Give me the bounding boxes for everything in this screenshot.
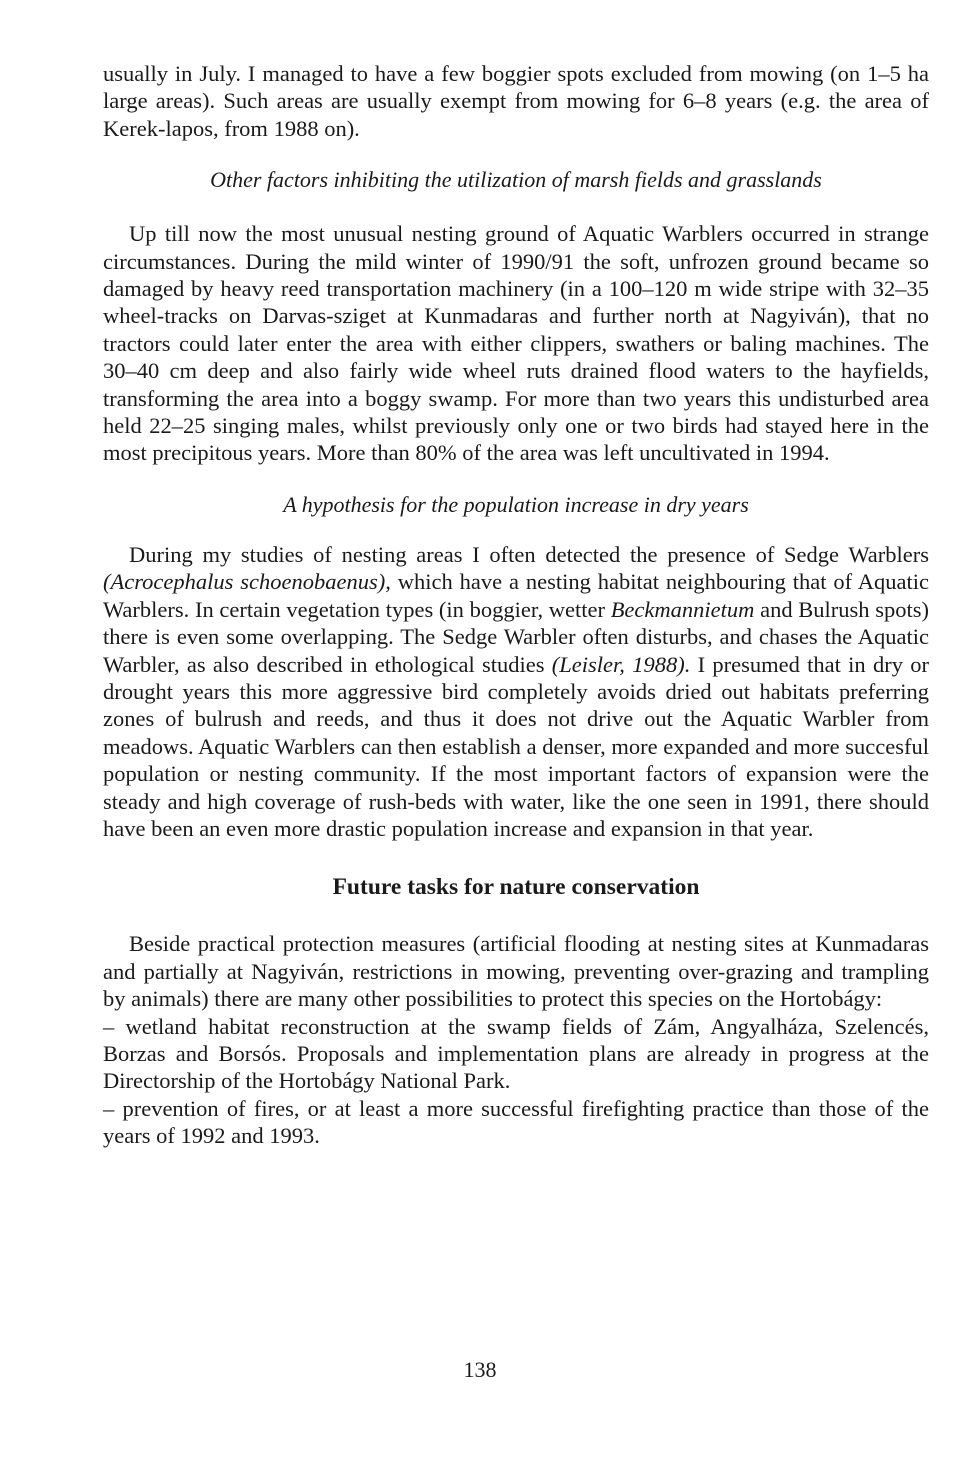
paragraph-text: During my studies of nesting areas I often detected the presence of Sedge Warblers — [129, 541, 929, 567]
section-heading-other-factors: Other factors inhibiting the utilization of marsh fields and grasslands — [210, 167, 822, 193]
paragraph-unusual-nesting-ground: Up till now the most unusual nesting ground of Aquatic Warblers occurred in strange circumstances. During the mild winter of 1990/91 the soft, unfrozen ground became so damaged by heavy reed transportation machinery (in a 100–120 m wide stripe with 32–35 wheel-tracks on Darvas-sziget at Kunmadaras and further north at Nagyiván), that no tractors could later enter the area with either clippers, swathers or baling machines. The 30–40 cm deep and also fairly wide wheel ruts drained flood waters to the hayfields, transforming the area into a boggy swamp. For more than two years this undisturbed area held 22–25 singing males, whilst previously only one or two birds had stayed here in the most precipitous years. More than 80% of the area was left uncultivated in 1994. — [103, 221, 929, 466]
paragraph-text: which have a nesting habitat neighbouring that of Aquatic Warblers. In certain vegetation types (in boggier, wetter — [103, 569, 929, 622]
paragraph-text: I presumed that in dry or drought years this more aggressive bird completely avoids dried out habitats preferring zones of bulrush and reeds, and thus it does not drive out the Aquatic Warbler from meadows. Aquatic Warblers can then establish a denser, more expanded and more succesful population or nesting community. If the most important factors of expansion were the steady and high coverage of rush-beds with water, like the one seen in 1991, there should have been an even more drastic population increase and expansion in that year. — [103, 651, 929, 841]
section-heading-future-tasks: Future tasks for nature conservation — [332, 874, 700, 901]
paragraph-text: and Bulrush spots) there is even some overlapping. The Sedge Warbler often disturbs, and chases the Aquatic Warbler, as also described in ethological studies — [103, 596, 929, 677]
species-latin-name: (Acrocephalus schoenobaenus), — [103, 569, 391, 595]
citation: (Leisler, 1988). — [551, 651, 691, 677]
spacer — [103, 467, 929, 491]
section-heading-hypothesis: A hypothesis for the population increase in dry years — [283, 491, 749, 517]
spacer — [103, 194, 929, 220]
spacer — [103, 142, 929, 166]
paragraph-sedge-warbler-hypothesis — [103, 541, 929, 842]
spacer — [103, 842, 929, 872]
list-item-habitat-reconstruction: – wetland habitat reconstruction at the swamp fields of Zám, Angyalháza, Szelencés, Borzas and Borsós. Proposals and implementation plans are already in progress at the Directorship of the Hortobágy National Park. — [103, 1013, 929, 1094]
spacer — [103, 902, 929, 930]
vegetation-type-name: Beckmannietum — [610, 596, 755, 622]
spacer — [103, 519, 929, 541]
page-body — [103, 60, 929, 1150]
paragraph-mowing-exemption: usually in July. I managed to have a few boggier spots excluded from mowing (on 1–5 ha large areas). Such areas are usually exempt from mowing for 6–8 years (e.g. the area of Kerek-lapos, from 1988 on). — [103, 61, 929, 141]
page-number: 138 — [463, 1357, 497, 1382]
paragraph-protection-measures: Beside practical protection measures (artificial flooding at nesting sites at Kunmadaras and partially at Nagyiván, restrictions in mowing, preventing over-grazing and trampling by animals) there are many other possibilities to protect this species on the Hortobágy: — [103, 931, 929, 1012]
list-item-fire-prevention: – prevention of fires, or at least a more successful firefighting practice than those of the years of 1992 and 1993. — [103, 1095, 929, 1149]
